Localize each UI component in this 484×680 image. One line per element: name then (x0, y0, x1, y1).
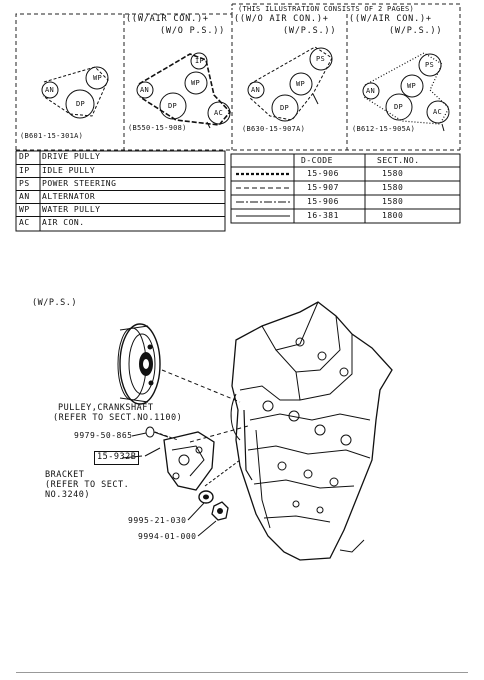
code-table-row (231, 182, 460, 195)
legend-name: AIR CON. (42, 218, 85, 227)
illustration-note: (THIS ILLUSTRATION CONSISTS OF 2 PAGES) (238, 5, 415, 13)
bolt (146, 427, 168, 437)
pulley-label-ps: PS (316, 55, 326, 63)
legend-row (16, 151, 225, 164)
pulley-label-wp: WP (93, 74, 103, 82)
code-table-row (231, 210, 460, 223)
pulley-label-wp: WP (407, 82, 417, 90)
legend-row (16, 216, 225, 230)
pulley-label-ip: IP (195, 57, 205, 65)
part-number-9994-01-000: 9994-01-000 (138, 532, 197, 541)
legend-code: AC (19, 218, 30, 227)
pulley-label-an: AN (366, 87, 376, 95)
nut (212, 502, 228, 520)
pulley-crankshaft-label: PULLEY,CRANKSHAFT (58, 403, 154, 413)
part-number-9979-50-865: 9979-50-865 (74, 431, 133, 440)
bracket (164, 432, 214, 490)
legend-row (16, 164, 225, 178)
sect-no: 1800 (382, 211, 404, 220)
pulley-label-wp: WP (296, 80, 306, 88)
diagram-2-part-no: (B550-15-908) (128, 124, 187, 132)
header-sect-no: SECT.NO. (377, 156, 420, 165)
condition-1-line-1: ((W/AIR CON.)+ (126, 14, 209, 24)
header-d-code: D-CODE (301, 156, 333, 165)
legend-row (16, 203, 225, 217)
legend-name: POWER STEERING (42, 179, 117, 188)
diagram-4-part-no: (B612-15-905A) (352, 125, 416, 133)
d-code: 15-906 (307, 169, 339, 178)
bracket-refer-line-2: NO.3240) (45, 490, 90, 500)
pulley-refer-label: (REFER TO SECT.NO.1100) (53, 413, 183, 423)
condition-3-line-1: ((W/AIR CON.)+ (349, 14, 432, 24)
sect-no: 1580 (382, 183, 404, 192)
bracket-label: BRACKET (45, 470, 85, 480)
crankshaft-pulley (118, 324, 160, 404)
exploded-drawing (0, 290, 484, 590)
legend-code: PS (19, 179, 30, 188)
condition-2-line-2: (W/P.S.)) (283, 26, 337, 36)
pulley-label-ac: AC (214, 109, 224, 117)
legend-name: IDLE PULLY (42, 166, 96, 175)
pulley-label-an: AN (140, 86, 150, 94)
bottom-rule (16, 672, 468, 673)
pulley-label-an: AN (45, 86, 55, 94)
legend-row (16, 190, 225, 204)
legend-name: DRIVE PULLY (42, 152, 101, 161)
pulley-label-dp: DP (168, 102, 178, 110)
code-table-row (231, 168, 460, 181)
pulley-label-dp: DP (280, 104, 290, 112)
sect-no: 1580 (382, 197, 404, 206)
engine-block (231, 302, 392, 560)
condition-2-line-1: ((W/O AIR CON.)+ (234, 14, 329, 24)
diagram-3-part-no: (B630-15-907A) (242, 125, 306, 133)
pulley-label-wp: WP (191, 79, 201, 87)
legend-code: DP (19, 152, 30, 161)
pulley-label-ps: PS (425, 61, 435, 69)
code-table-header (231, 154, 460, 167)
sect-no: 1580 (382, 169, 404, 178)
legend-code: IP (19, 166, 30, 175)
legend-name: WATER PULLY (42, 205, 101, 214)
legend-row (16, 177, 225, 191)
part-number-9995-21-030: 9995-21-030 (128, 516, 187, 525)
d-code: 15-906 (307, 197, 339, 206)
boxed-code: 15-932B (94, 451, 139, 465)
legend-code: AN (19, 192, 30, 201)
condition-3-line-2: (W/P.S.)) (389, 26, 443, 36)
washer (199, 491, 213, 503)
d-code: 15-907 (307, 183, 339, 192)
belt-diagram-4 (363, 53, 449, 131)
legend-code: WP (19, 205, 30, 214)
pulley-label-ac: AC (433, 108, 443, 116)
diagram-1-part-no: (B601-15-301A) (20, 132, 84, 140)
d-code: 16-381 (307, 211, 339, 220)
bracket-refer-line-1: (REFER TO SECT. (45, 480, 130, 490)
code-table-row (231, 196, 460, 209)
pulley-label-an: AN (251, 86, 261, 94)
pulley-label-dp: DP (394, 103, 404, 111)
legend-name: ALTERNATOR (42, 192, 96, 201)
pulley-label-dp: DP (76, 100, 86, 108)
condition-1-line-2: (W/O P.S.)) (160, 26, 226, 36)
section-title: (W/P.S.) (32, 298, 77, 308)
